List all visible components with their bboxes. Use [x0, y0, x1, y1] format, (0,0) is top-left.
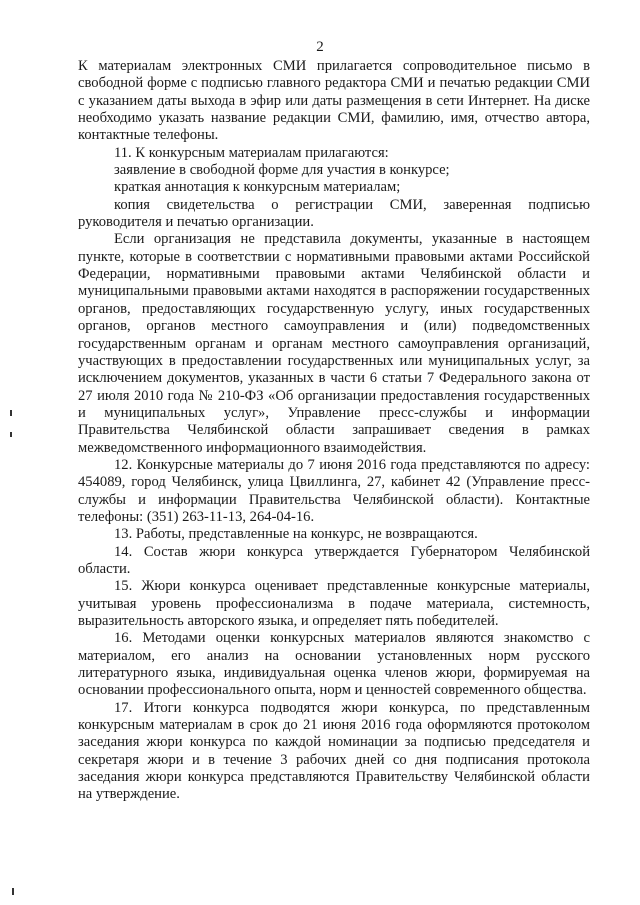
paragraph-item-15: 15. Жюри конкурса оценивает представленные конкурсные материалы, учитывая уровень профессионализма в подаче материала, системность, выразительность авторского языка, и определяет пять победителей.: [78, 578, 590, 629]
paragraph-annotation: краткая аннотация к конкурсным материалам;: [114, 179, 401, 196]
paragraph-item-16: 16. Методами оценки конкурсных материалов являются знакомство с материалом, его анализ на основании установленных норм русского литературного языка, индивидуальная оценка членов жюри, формируемая на основании профессионального опыта, норм и ценностей современного общества.: [78, 630, 590, 699]
paragraph-interagency-request: Если организация не представила документы, указанные в настоящем пункте, которые в соответствии с нормативными правовыми актами Российской Федерации, нормативными правовыми актами Челябинской области и муниципальными правовыми актами находятся в распоряжении государственных органов, предоставляющих государственную услугу, иных государственных органов, органов местного самоуправления и (или) подведомственных государственным органам и органам местного самоуправления организаций, участвующих в предоставлении государственных или муниципальных услуг, за исключением документов, указанных в части 6 статьи 7 Федерального закона от 27 июля 2010 года № 210-ФЗ «Об организации предоставления государственных и муниципальных услуг», Управление пресс-службы и информации Правительства Челябинской области запрашивает сведения в рамках межведомственного информационного взаимодействия.: [78, 231, 590, 456]
paragraph-item-17: 17. Итоги конкурса подводятся жюри конкурса, по представленным конкурсным материалам в срок до 21 июня 2016 года оформляются протоколом заседания жюри конкурса по каждой номинации за подписью председателя и секретаря жюри и в течение 3 рабочих дней со дня подписания протокола заседания жюри конкурса представляются Правительству Челябинской области на утверждение.: [78, 699, 590, 803]
paragraph-application: заявление в свободной форме для участия в конкурсе;: [114, 162, 450, 179]
scan-artifact-mark: [12, 888, 14, 895]
paragraph-item-14: 14. Состав жюри конкурса утверждается Губернатором Челябинской области.: [78, 543, 590, 577]
scan-artifact-mark: [10, 432, 12, 437]
paragraph-item-12: 12. Конкурсные материалы до 7 июня 2016 года представляются по адресу: 454089, город Челябинск, улица Цвиллинга, 27, кабинет 42 (Управление пресс-службы и информации Правительства Челябинской области). Контактные телефоны: (351) 263-11-13, 264-04-16.: [78, 456, 590, 525]
page-number: 2: [316, 39, 324, 55]
paragraph-certificate-copy: копия свидетельства о регистрации СМИ, заверенная подписью руководителя и печатью организации.: [78, 196, 590, 231]
paragraph-electronic-media: К материалам электронных СМИ прилагается сопроводительное письмо в свободной форме с подписью главного редактора СМИ и печатью редакции СМИ с указанием даты выхода в эфир или даты размещения в сети Интернет. На диске необходимо указать название редакции СМИ, фамилию, имя, отчество автора, контактные телефоны.: [78, 58, 590, 144]
paragraph-item-11: 11. К конкурсным материалам прилагаются:: [114, 144, 389, 161]
document-body: [78, 58, 590, 804]
paragraph-item-13: 13. Работы, представленные на конкурс, не возвращаются.: [114, 526, 478, 543]
scan-artifact-mark: [10, 410, 12, 416]
